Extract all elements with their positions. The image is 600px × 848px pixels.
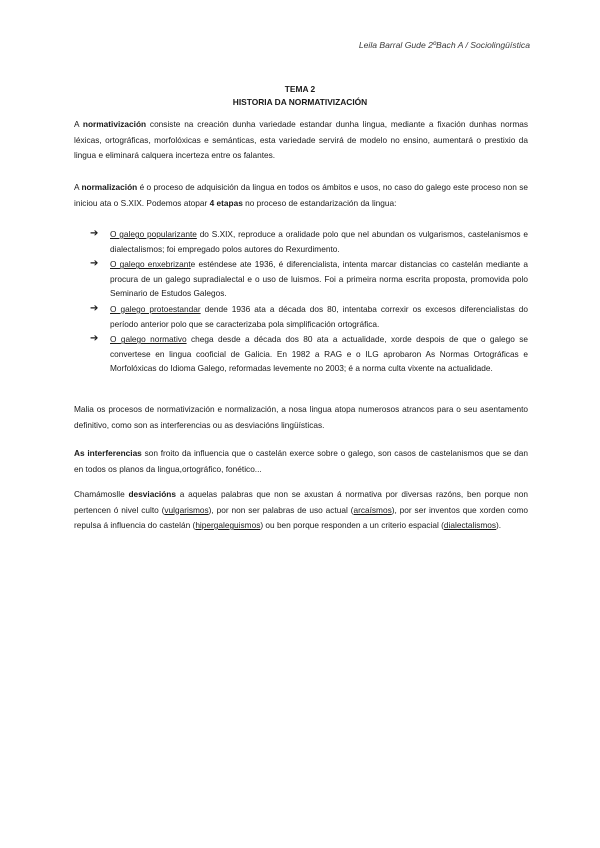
paragraph-normalizacion (74, 180, 528, 211)
term-normalizacion: normalización (81, 182, 138, 192)
stage-text: e esténdese ate 1936, é diferencialista, intenta marcar distancias co castelán mediante a procura de un galego supradialectal e o uso de luismos. Foi a primeira norma escrita proposta, promovida polo Seminario de Estudos Galegos. (110, 259, 528, 299)
text-run: Malia os procesos de normativización e normalización, a nosa lingua atopa numerosos atrancos para o seu asentamento definitivo, como son as interferencias ou as desviacións lingüísticas. (74, 404, 528, 430)
text-run: a aquelas palabras que non se axustan á normativa por diversas razóns, ben porque non pertencen ó nivel culto ( (74, 489, 528, 515)
text-run: A (74, 182, 82, 192)
topic-number: TEMA 2 (284, 84, 316, 94)
text-run: Chamámoslle (74, 489, 129, 499)
stages-list (90, 227, 528, 377)
paragraph-normativizacion (74, 117, 528, 164)
stage-term: O galego popularizante (110, 229, 197, 239)
term-stages: 4 etapas (209, 197, 243, 208)
stage-text: chega desde a década dos 80 ata a actualidade, xorde despois de que o galego se convertese en lingua cooficial de Galicia. En 1982 a RAG e o ILG aprobaron As Normas Ortográficas e Morfolóxicas do Idioma Galego, reformadas levemente no 2003; é a norma culta vixente na actualidade. (110, 334, 528, 374)
list-item (90, 227, 528, 256)
arrow-icon: ➔ (90, 333, 99, 345)
text-run: ), por ser inventos que xorden como repulsa á influencia do castelán ( (74, 504, 528, 530)
arrow-icon: ➔ (90, 228, 99, 239)
list-item (90, 332, 528, 376)
text-run: consiste na creación dunha variedade estandar dunha lingua, mediante a fixación dunhas normas léxicas, ortográficas, morfolóxicas e semánticas, esta variedade servirá de modelo no ensino, aumentará o prestixio da lingua e eliminará calquera incerteza entre os falantes. (74, 119, 529, 160)
list-item (90, 257, 528, 301)
term-arcaismos: arcaísmos (353, 504, 392, 515)
arrow-icon: ➔ (90, 302, 99, 314)
stage-term: O galego protoestandar (110, 303, 201, 314)
paragraph-interferencias (74, 446, 528, 477)
text-run: son froito da influencia que o castelán exerce sobre o galego, son casos de castelanismos que se dan en todos os planos da lingua,ortográfico, fonético... (74, 448, 528, 474)
text-run: no proceso de estandarización da lingua: (242, 197, 397, 208)
text-run: A (74, 119, 83, 129)
paragraph-atrancos (74, 402, 528, 433)
stage-text: do S.XIX, reproduce a oralidade polo que nel abundan os vulgarismos, castelanismos e dialectalismos; foi empregado polos autores do Rexurdimento. (110, 229, 528, 254)
stage-term: O galego normativo (110, 334, 187, 345)
term-dialectalismos: dialectalismos (443, 520, 497, 530)
term-hipergaleguismos: hipergaleguismos (195, 520, 261, 530)
text-run: ), por non ser palabras de uso actual ( (208, 504, 354, 515)
term-vulgarismos: vulgarismos (164, 504, 209, 515)
term-interferencias: As interferencias (74, 448, 142, 458)
list-item (90, 302, 528, 331)
stage-text: dende 1936 ata a década dos 80, intentaba correxir os excesos diferencialistas do período anterior polo que se caracterizaba pola simplificación ortográfica. (110, 303, 528, 329)
text-run: ). (496, 520, 502, 530)
text-run: é o proceso de adquisición da lingua en todos os ámbitos e usos, no caso do galego este proceso non se iniciou ata o S.XIX. Podemos atopar (74, 182, 528, 208)
term-normativizacion: normativización (82, 119, 147, 129)
title-block (0, 83, 600, 109)
term-desviacions: desviacións (128, 489, 176, 499)
page-header: Leila Barral Gude 2ºBach A / Sociolingüística (358, 40, 530, 50)
paragraph-desviacions (74, 487, 528, 534)
stage-term: O galego enxebrizant (110, 259, 191, 270)
text-run: ) ou ben porque responden a un criterio espacial ( (260, 520, 444, 530)
page-title: HISTORIA DA NORMATIVIZACIÓN (232, 97, 368, 107)
arrow-icon: ➔ (90, 258, 99, 270)
